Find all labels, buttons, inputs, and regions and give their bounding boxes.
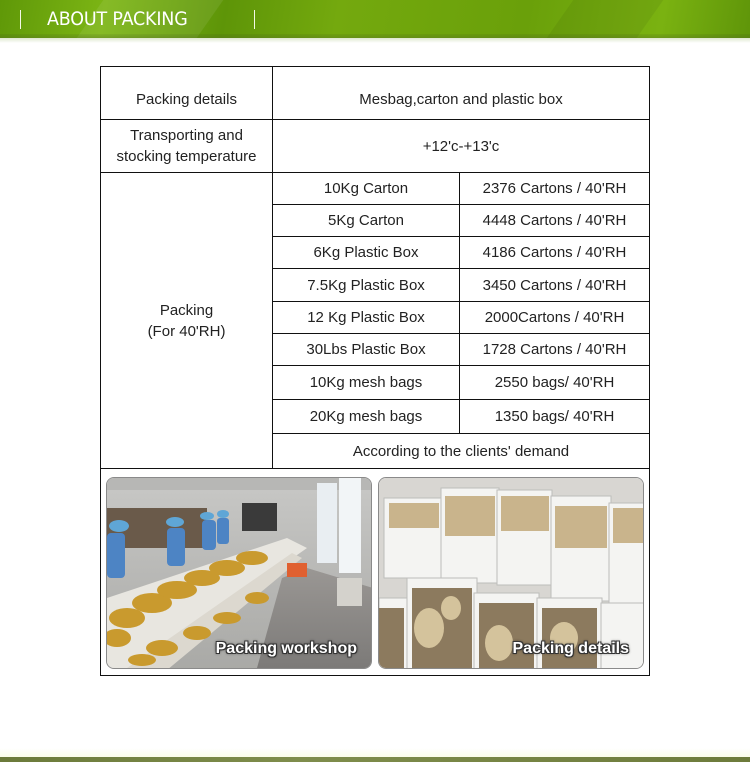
footer-bar <box>0 757 750 762</box>
packing-spec-table <box>100 66 650 676</box>
packing-quantity: 4186 Cartons / 40'RH <box>482 244 627 261</box>
header-shadow <box>0 38 750 43</box>
packing-type: 10Kg Carton <box>323 180 409 197</box>
packing-type: 6Kg Plastic Box <box>313 244 419 261</box>
packing-quantity: 2550 bags/ 40'RH <box>494 374 615 391</box>
packing-workshop-photo <box>106 477 372 669</box>
footer-fade <box>0 748 750 757</box>
packing-quantity: 2000Cartons / 40'RH <box>484 309 625 326</box>
packing-quantity: 1728 Cartons / 40'RH <box>482 341 627 358</box>
packing-type: 12 Kg Plastic Box <box>307 309 425 326</box>
packing-type: 10Kg mesh bags <box>309 374 423 391</box>
packing-label <box>101 173 272 468</box>
section-title: ABOUT PACKING <box>47 8 188 30</box>
packing-label-line1: Packing <box>159 301 214 319</box>
packing-details-label: Packing details <box>136 90 237 108</box>
packing-type: 7.5Kg Plastic Box <box>307 276 425 294</box>
packing-type: 30Lbs Plastic Box <box>306 341 426 358</box>
photo-caption: Packing details <box>512 640 629 657</box>
custom-packing-note: According to the clients' demand <box>352 442 570 460</box>
packing-quantity: 3450 Cartons / 40'RH <box>482 276 627 294</box>
header-decor-stripe <box>547 0 664 38</box>
temperature-label: Transporting and stocking temperature <box>116 127 257 165</box>
packing-type: 5Kg Carton <box>328 212 404 229</box>
packing-type: 20Kg mesh bags <box>309 408 423 425</box>
table-divider <box>101 468 649 469</box>
packing-quantity: 1350 bags/ 40'RH <box>494 408 615 425</box>
temperature-value: +12'c-+13'c <box>422 137 500 155</box>
photo-caption: Packing workshop <box>215 640 357 657</box>
section-header-banner <box>0 0 750 38</box>
packing-label-line2: (For 40'RH) <box>147 322 226 340</box>
packing-details-photo <box>378 477 644 669</box>
packing-quantity: 2376 Cartons / 40'RH <box>482 180 627 197</box>
header-divider-right <box>254 10 255 29</box>
packing-quantity: 4448 Cartons / 40'RH <box>482 212 627 229</box>
header-divider-left <box>20 10 21 29</box>
packing-details-value: Mesbag,carton and plastic box <box>359 90 563 108</box>
